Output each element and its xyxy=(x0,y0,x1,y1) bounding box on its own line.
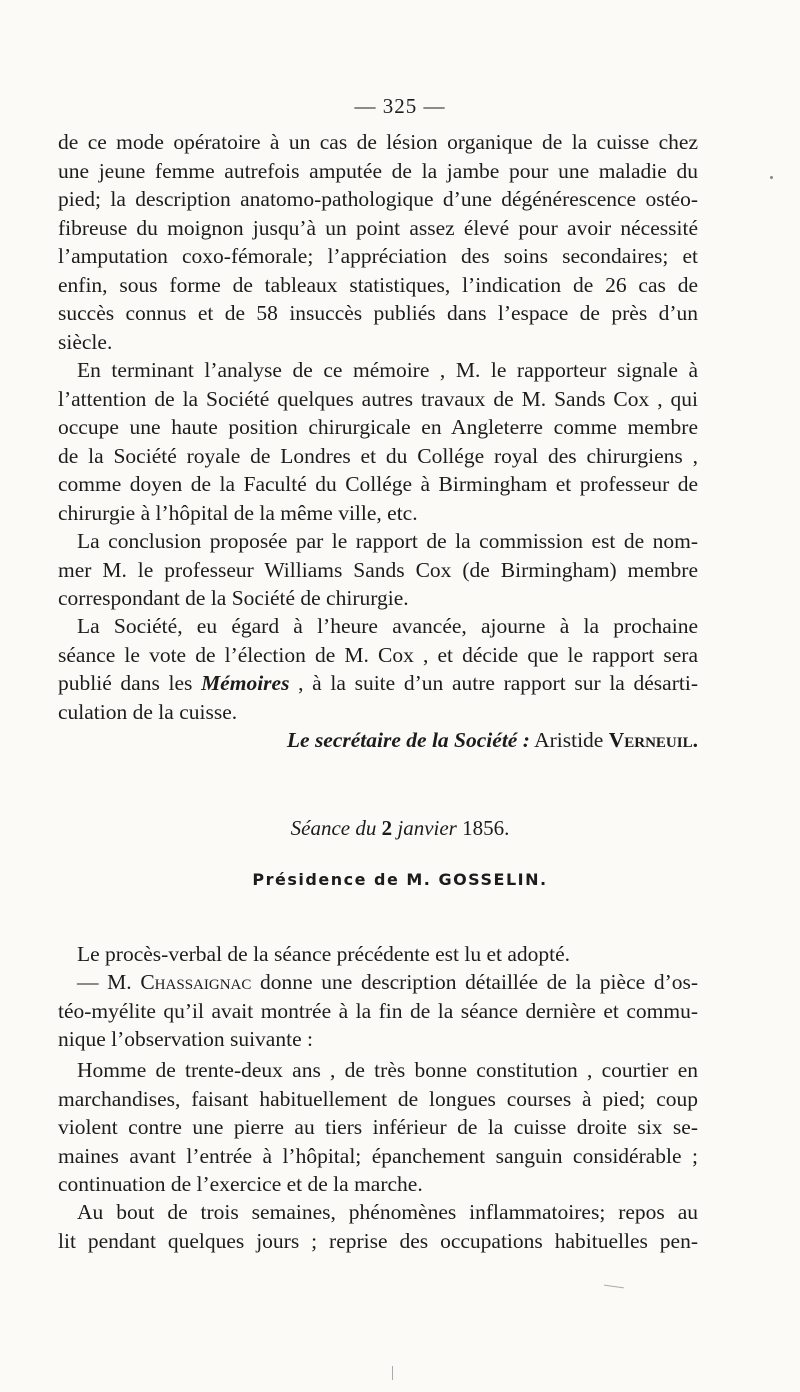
text-segment: donne une description détaillée de la pièce d’os- xyxy=(251,970,699,994)
scan-mark xyxy=(392,1366,393,1380)
secretary-role: Le secrétaire de la Société : xyxy=(286,728,530,752)
text-line: maines avant l’entrée à l’hôpital; épanchement sanguin considérable ; xyxy=(58,1143,698,1168)
session-prefix: Séance du xyxy=(290,816,382,840)
paragraph-three-weeks xyxy=(58,1198,698,1255)
text-line: enfin, sous forme de tableaux statistiques, l’indication de 26 cas de xyxy=(58,272,698,297)
text-line: siècle. xyxy=(58,329,113,354)
text-line: pied; la description anatomo-pathologique d’une dégénérescence ostéo- xyxy=(58,187,698,211)
session-year: 1856. xyxy=(462,816,510,840)
session-day: 2 xyxy=(381,816,393,840)
text-line xyxy=(58,968,698,997)
text-line: l’attention de la Société quelques autres travaux de M. Sands Cox , qui xyxy=(58,386,698,411)
paragraph-case-history xyxy=(58,1056,698,1199)
secretary-signature xyxy=(58,726,698,755)
paragraph-vote-postponed xyxy=(58,612,698,755)
text-line: Homme de trente-deux ans , de très bonne constitution , courtier en xyxy=(77,1058,698,1082)
text-line: La Société, eu égard à l’heure avancée, ajourne à la prochaine xyxy=(77,614,698,638)
text-line: En terminant l’analyse de ce mémoire , M. le rapporteur signale à xyxy=(77,358,698,382)
paragraph-conclusion xyxy=(58,527,698,613)
text-line xyxy=(58,669,698,698)
text-line: La conclusion proposée par le rapport de la commission est de nom- xyxy=(77,529,698,553)
paragraph-minutes xyxy=(58,940,698,969)
session-month: janvier xyxy=(392,816,463,840)
text-line: occupe une haute position chirurgicale en Angleterre comme membre xyxy=(58,415,698,439)
scan-speck xyxy=(770,176,773,179)
paragraph-report-continuation xyxy=(58,128,698,356)
text-line: correspondant de la Société de chirurgie. xyxy=(58,586,409,610)
page-number: — 325 — xyxy=(354,94,446,118)
text-line: téo-myélite qu’il avait montrée à la fin de la séance dernière et commu- xyxy=(58,998,698,1023)
text-segment: , à la suite d’un autre rapport sur la désarti- xyxy=(289,671,698,695)
text-line: marchandises, faisant habituellement de longues courses à pied; coup xyxy=(58,1086,698,1111)
secretary-last-name: Verneuil. xyxy=(608,728,698,752)
author-name: Chassaignac xyxy=(140,970,252,994)
presidency-heading: Présidence de M. GOSSELIN. xyxy=(252,870,548,889)
text-line: continuation de l’exercice et de la marche. xyxy=(58,1172,423,1196)
text-line: séance le vote de l’élection de M. Cox , et décide que le rapport sera xyxy=(58,642,698,667)
text-line: une jeune femme autrefois amputée de la jambe pour une maladie du xyxy=(58,158,698,183)
text-line: mer M. le professeur Williams Sands Cox (de Birmingham) membre xyxy=(58,557,698,582)
text-line: nique l’observation suivante : xyxy=(58,1027,313,1051)
text-line: violent contre une pierre au tiers inférieur de la cuisse droite six se- xyxy=(58,1115,698,1139)
text-line: chirurgie à l’hôpital de la même ville, etc. xyxy=(58,500,418,525)
text-line: Le procès-verbal de la séance précédente est lu et adopté. xyxy=(77,942,571,966)
text-line: l’amputation coxo-fémorale; l’appréciation des soins secondaires; et xyxy=(58,244,698,268)
memoires-italic: Mémoires xyxy=(201,671,290,695)
session-heading xyxy=(0,816,800,846)
text-line: comme doyen de la Faculté du Collége à Birmingham et professeur de xyxy=(58,472,698,496)
text-line: fibreuse du moignon jusqu’à un point assez élevé pour avoir nécessité xyxy=(58,215,698,240)
text-line: de ce mode opératoire à un cas de lésion organique de la cuisse chez xyxy=(58,130,698,154)
text-line: lit pendant quelques jours ; reprise des occupations habituelles pen- xyxy=(58,1228,698,1253)
secretary-first-name: Aristide xyxy=(534,728,604,752)
paragraph-chassaignac xyxy=(58,968,698,1054)
text-line: succès connus et de 58 insuccès publiés dans l’espace de près d’un xyxy=(58,301,698,325)
scan-mark xyxy=(604,1285,624,1289)
text-segment: — M. xyxy=(77,970,141,994)
text-line: Au bout de trois semaines, phénomènes inflammatoires; repos au xyxy=(77,1200,698,1224)
paragraph-other-works xyxy=(58,356,698,527)
text-line: culation de la cuisse. xyxy=(58,699,238,724)
text-line: de la Société royale de Londres et du Collége royal des chirurgiens , xyxy=(58,443,698,468)
text-segment: publié dans les xyxy=(58,671,202,695)
